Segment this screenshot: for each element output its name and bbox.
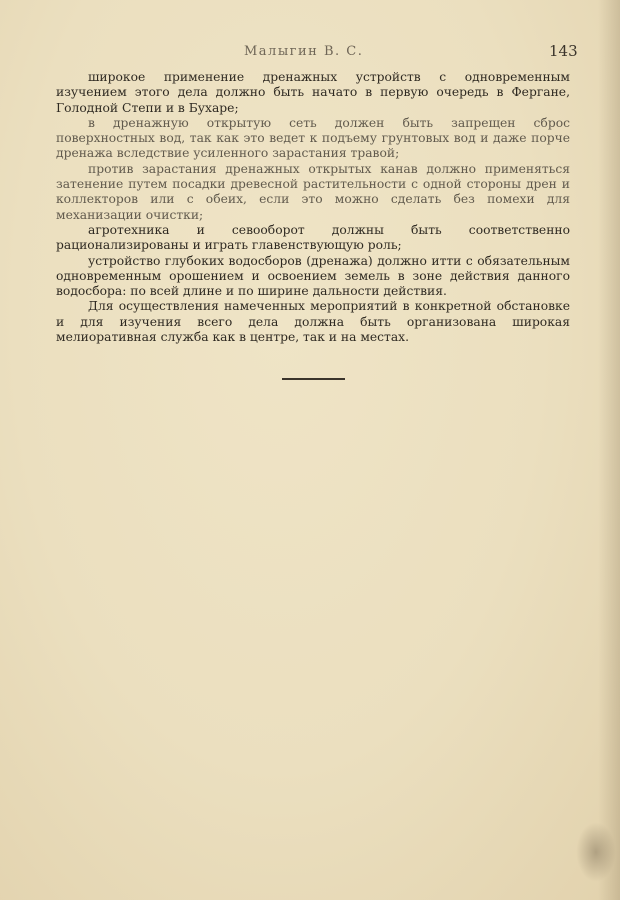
paragraph-surface-water-ban: в дренажную открытую сеть должен быть запрещен сброс поверхностных вод, так как это ведет к подъему грунтовых вод и даже порче дренажа вследствие усиленного зарастания травой;	[56, 115, 570, 161]
body-text	[56, 70, 570, 345]
running-head: Малыгин В. С.	[244, 44, 364, 59]
paragraph-agrotechnics: агротехника и севооборот должны быть соответственно рационализированы и играть главенствующую роль;	[56, 222, 570, 253]
page-header	[0, 42, 620, 64]
paragraph-drainage-application: широкое применение дренажных устройств с одновременным изучением этого дела должно быть начато в первую очередь в Фергане, Голодной Степи и в Бухаре;	[56, 70, 570, 115]
end-rule	[282, 378, 345, 380]
page-number: 143	[549, 42, 578, 60]
page-edge-shadow	[598, 0, 620, 900]
paragraph-overgrowth-shading: против зарастания дренажных открытых канав должно применяться затенение путем посадки древесной растительности с одной стороны дрен и коллекторов или с обеих, если это можно сделать без помехи для механизации очистки;	[56, 161, 570, 222]
paragraph-deep-drainage: устройство глубоких водосборов (дренажа) должно итти с обязательным одновременным орошением и освоением земель в зоне действия данного водосбора: по всей длине и по ширине дальности действия.	[56, 253, 570, 299]
paragraph-melioration-service: Для осуществления намеченных мероприятий в конкретной обстановке и для изучения всего дела должна быть организована широкая мелиоративная служба как в центре, так и на местах.	[56, 299, 570, 345]
corner-smudge	[576, 822, 616, 882]
